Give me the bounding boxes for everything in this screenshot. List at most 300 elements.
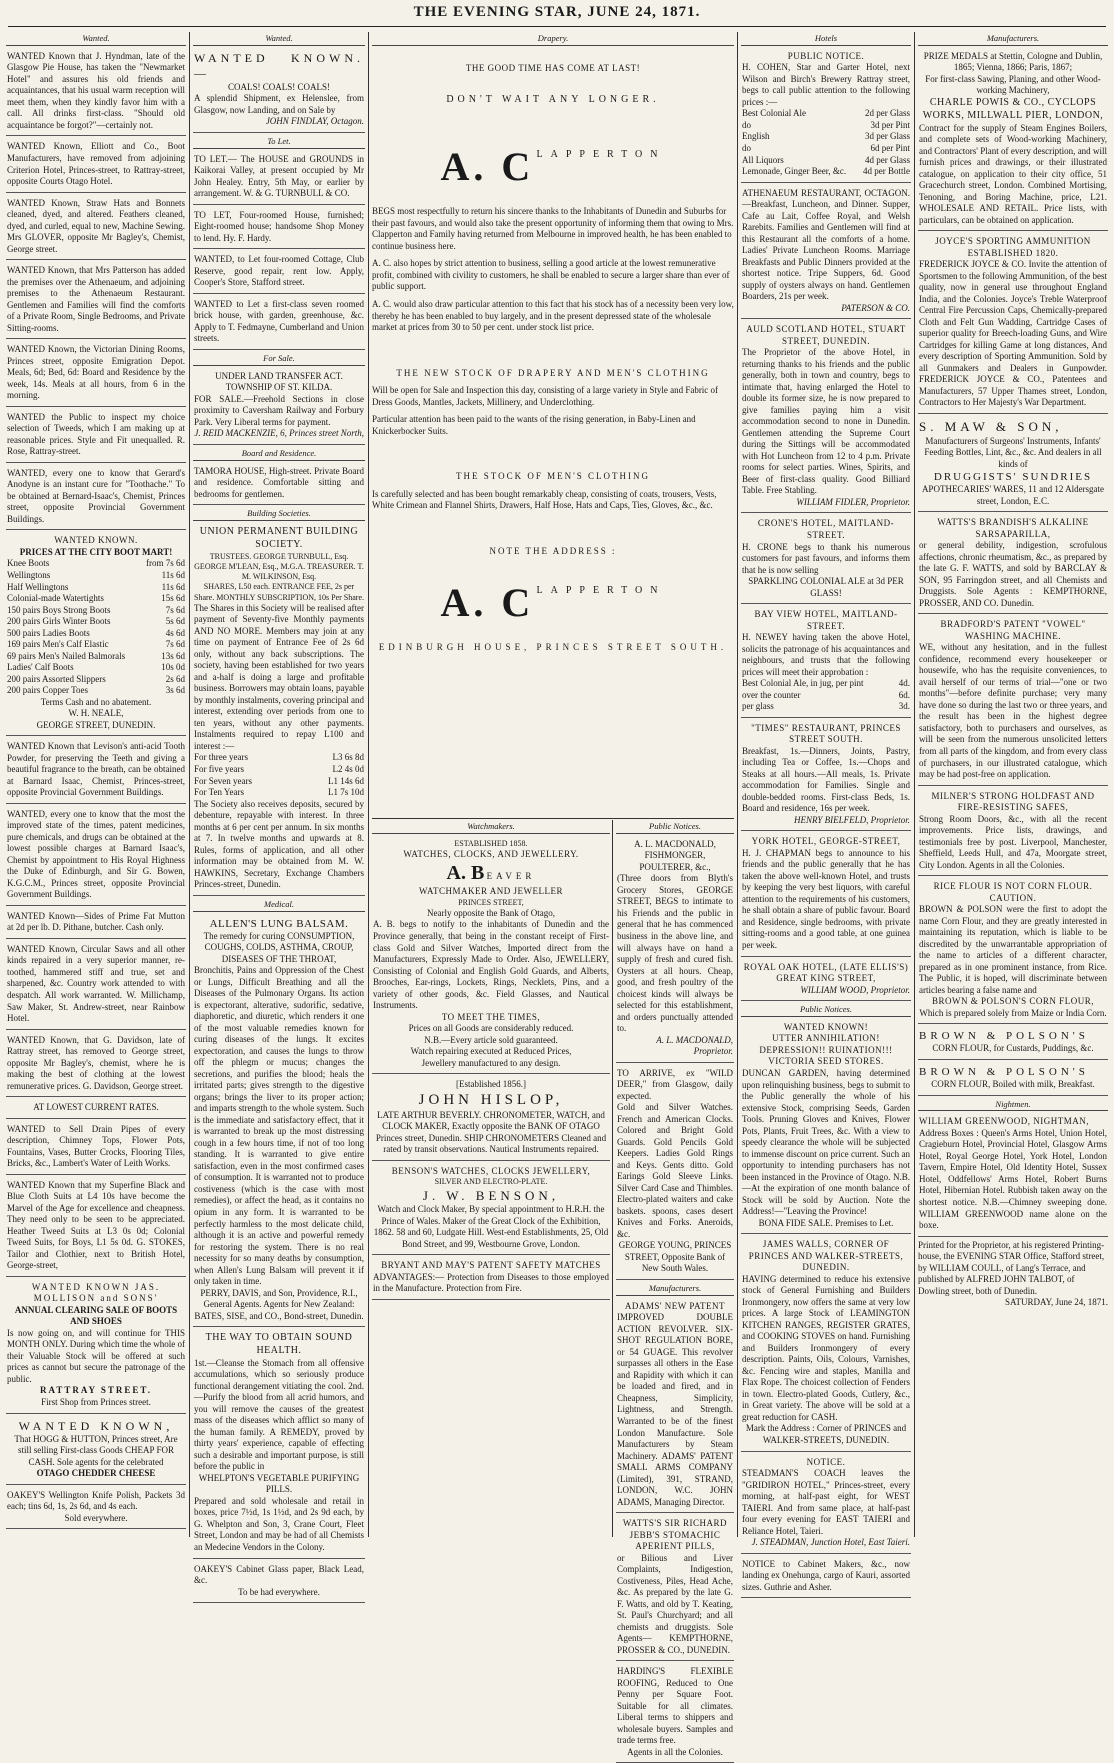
- ad-body: WANTED Known that Levison's anti-acid Tooth Powder, for preserving the Teeth and giving a beautiful fragrance to the breath, can be obtained at Barnard Isaac, Chemist, Princes-street, opposite Provincial Government Buildings.: [7, 741, 185, 798]
- row-value: L1 7s 10d: [328, 787, 364, 798]
- ad-body: H. NEWEY having taken the above Hotel, solicits the patronage of his acquaintances and neighbours, and trusts that the following prices will meet their approbation :: [742, 632, 910, 677]
- wanted-ad: [6, 942, 186, 1030]
- price-list: [742, 108, 910, 177]
- row-label: Lemonade, Ginger Beer, &c.: [742, 166, 847, 177]
- ad-body: The Proprietor of the above Hotel, in returning thanks to his friends and the public generally, both in town and country, begs to intimate that, having enlarged the Hotel to double its former size, he is now prepared to give families paying him a visit accommodation second to none in Dunedin. Gentlemen attending the Supreme Court during the Sittings will be accommodated with Hot Luncheon from 12 to 4 p.m. Private rooms for select parties. Wines, Spirits, and Beer of first-class quality. Good Billiard Table. Free Stabling.: [742, 347, 910, 496]
- price-row: [7, 593, 185, 605]
- row-value: 3d per Glass: [865, 131, 910, 142]
- ad-subtitle: DRUGGISTS' SUNDRIES: [933, 471, 1093, 484]
- powis-ad: [918, 49, 1108, 231]
- section-header: Nightmen.: [918, 1099, 1108, 1112]
- section-header: Wanted.: [193, 33, 365, 46]
- clapperton-name-2: [372, 577, 734, 628]
- row-value: 11s 6d: [161, 581, 185, 592]
- oakey-ad: [6, 1488, 186, 1530]
- wanted-ad: [6, 807, 186, 906]
- ad-signature: J. REID MACKENZIE, 6, Princes street North,: [194, 428, 364, 439]
- adams-ad: [616, 1299, 734, 1513]
- ad-title: WATTS'S SIR RICHARD JEBB'S STOMACHIC APERIENT PILLS,: [622, 1518, 728, 1552]
- allen-balsam-ad: [193, 915, 365, 1328]
- column-manufacturers: [918, 32, 1108, 1537]
- steadman-ad: [741, 1455, 911, 1554]
- row-label: 500 pairs Ladies Boots: [7, 627, 90, 638]
- ad-signature: WILLIAM FIDLER, Proprietor.: [796, 496, 910, 507]
- ad-body: WANTED, every one to know that the most the improved state of the times, patent medicines, pure chemicals, and drugs can be obtained at the lowest possible charges at Barnard Isaac's, Chemist by appointment to His Royal Highness the Duke of Edinburgh, and Sir G. Bowen, K.G.C.M., Princes street, opposite Provincial Government Buildings.: [7, 808, 185, 900]
- row-label: For Seven years: [194, 775, 252, 786]
- ad-title: CRONE'S HOTEL, MAITLAND-STREET.: [757, 518, 895, 540]
- watts-jebb-ad: [616, 1516, 734, 1661]
- wild-deer-ad: [616, 1066, 734, 1280]
- price-row: [7, 651, 185, 663]
- ad-title: JOHN HISLOP,: [418, 1091, 564, 1108]
- ad-product: WHELPTON'S VEGETABLE PURIFYING PILLS.: [198, 1472, 360, 1495]
- rate-list: [194, 752, 364, 798]
- ad-list: [193, 152, 365, 350]
- price-row: [7, 570, 185, 582]
- column-rule: [368, 32, 369, 1537]
- oakey-glass-ad: [193, 1562, 365, 1604]
- column-wanted: [6, 32, 186, 1537]
- price-row: [7, 639, 185, 651]
- row-label: over the counter: [742, 689, 801, 700]
- to-let-ad: [193, 252, 365, 294]
- beaver-ad: [372, 837, 610, 1074]
- brown-polson-ad: [918, 879, 1108, 1024]
- ad-signature: HENRY BIELFELD, Proprietor.: [793, 814, 910, 825]
- ad-title: ALLEN'S LUNG BALSAM.: [209, 917, 349, 930]
- ad-line: Which is prepared solely from Maize or India Corn.: [919, 1007, 1107, 1018]
- row-value: 7s 6d: [165, 639, 185, 650]
- drapery-subtitle: NOTE THE ADDRESS :: [489, 545, 617, 556]
- row-label: For five years: [194, 764, 244, 774]
- ad-line: COALS! COALS! COALS!: [227, 81, 330, 92]
- rate-row: [194, 752, 364, 764]
- ad-shares: SHARES, L50 each. ENTRANCE FEE, 2s per Share. MONTHLY SUBSCRIPTION, 10s Per Share.: [194, 582, 365, 602]
- ad-title: "TIMES" RESTAURANT, PRINCES STREET SOUTH.: [751, 722, 901, 745]
- ad-body: Watch and Clock Maker, By special appointment to H.R.H. the Prince of Wales. Maker of the Great Clock of the Exhibition, 1862. 58 and 60, Ludgate Hill. West-end Establishments, 25, Old Bond Street, and 99, Westbourne Grove, London.: [373, 1204, 609, 1249]
- price-row: [7, 605, 185, 617]
- ad-body: WE, without any hesitation, and in the fullest confidence, recommend every housekeeper or housewife, who has the requisite conveniences, to avail herself of our terms of trial—"one or two months"—before definite purchase; very many have done so during the last two or three years, and the result has been in the highest degree satisfactory, both to purchasers and ourselves, as will be seen from the numerous unsolicited letters from all parts of the kingdom, and from every class of purchasers, in our illustrated catalogue, which may be had post-free on application.: [919, 642, 1107, 780]
- drapery-address: EDINBURGH HOUSE, PRINCES STREET SOUTH.: [378, 642, 728, 653]
- james-walls-ad: [741, 1237, 911, 1451]
- row-label: Knee Boots: [7, 558, 50, 569]
- row-label: 169 pairs Men's Calf Elastic: [7, 639, 109, 650]
- ad-body: or Bilious and Liver Complaints, Indigestion, Costiveness, Piles, Head Ache, &c. As prepared by the late G. F. Watts, and old by T. Keating, St. Paul's Churchyard; and all chemists and druggists. Sole Agents— KEMPTHORNE, PROSSER & CO., DUNEDIN.: [617, 1552, 733, 1655]
- ad-body: WANTED Known that my Superfine Black and Blue Cloth Suits at L4 10s have become the Marvel of the Age for excellence and cheapness. They need only to be seen to be appreciated. Heather Tweed Suits at L3 0s 0d; Colonial Tweed Suits, for Boys, L1 5s 0d. G. STOKES, Tailor and Clothier, next to British Hotel, George-street,: [7, 1179, 185, 1271]
- ad-body: Is now going on, and will continue for THIS MONTH ONLY. During which time the whole of their Valuable Stock will be offered at such prices as cannot but secure the patronage of the public.: [7, 1327, 185, 1384]
- ad-title: A. L. MACDONALD, FISHMONGER, POULTERER, &c.,: [634, 838, 716, 872]
- ad-body: WANTED Known, that G. Davidson, late of Rattray street, has removed to George street, opposite Mr Bagley's, chemist, where he is making the best of clothing at the lowest remunerative prices. G. Davidson, George street.: [7, 1034, 185, 1091]
- st-kilda-ad: [193, 369, 365, 445]
- ad-body: WANTED Known that J. Hyndman, late of the Glasgow Pie House, has taken the "Newmarket Hotel" and assures his old friends and acquaintances, that his usual warm reception will meet them, when they kindly favor him with a call. All drinks first-class. "Should old acquaintance be forgot?"—certainly not.: [7, 50, 185, 130]
- ad-body: H. CRONE begs to thank his numerous customers for past favours, and informs them that he is now selling: [742, 541, 910, 575]
- price-row: [7, 674, 185, 686]
- row-label: Best Colonial Ale: [742, 108, 806, 119]
- to-let-ad: [193, 152, 365, 205]
- column-watchmakers: [372, 820, 610, 1537]
- imprint-date: SATURDAY, June 24, 1871.: [1004, 1297, 1108, 1308]
- top-rule: [8, 26, 1106, 27]
- section-header: Watchmakers.: [372, 821, 610, 834]
- ad-body: CORN FLOUR, Boiled with milk, Breakfast.: [931, 1079, 1095, 1089]
- row-value: 15s 6d: [161, 593, 185, 604]
- ad-street: PRINCES STREET,: [458, 897, 524, 907]
- ad-body: FREDERICK JOYCE & CO. Invite the attention of Sportsmen to the following Ammunition, of the best quality, now in general use throughout England India, and the Colonies. Joyce's Treble Waterproof Central Fire Percussion Caps, Chemically-prepared Cloth and Felt Gun Wadding, Cartridge Cases of superior quality for Breech-loading Guns, and Wire Cartridges for killing Game at long distances, And every description of Sporting Ammunition. Sold by all Gunmakers and Dealers in Gunpowder. FREDERICK JOYCE & CO., Patentees and Manufacturers, 57 Upper Thames street, London, Contractors to Her Majesty's War Department.: [919, 259, 1107, 408]
- to-let-ad: [193, 208, 365, 250]
- row-value: 3d.: [898, 701, 910, 712]
- price-row: [742, 166, 910, 178]
- york-hotel-ad: [741, 834, 911, 956]
- ad-body: That HOGG & HUTTON, Princes street, Are still selling First-class Goods CHEAP FOR CASH. Sole agents for the celebrated: [14, 1433, 178, 1467]
- ad-footer: APOTHECARIES' WARES, 11 and 12 Aldersgate street, London, E.C.: [921, 484, 1105, 506]
- column-to-let: [193, 32, 365, 1597]
- ad-title: BROWN & POLSON'S: [919, 1065, 1089, 1078]
- wanted-ad: [6, 49, 186, 137]
- ad-body: WANTED, to Let four-roomed Cottage, Club Reserve, good repair, rent low. Apply, Cooper's Store, Stafford street.: [194, 254, 364, 288]
- hogg-hutton-ad: [6, 1417, 186, 1485]
- ad-title: S. MAW & SON,: [919, 418, 1063, 434]
- name-rest: LAPPERTON: [536, 149, 666, 161]
- macdonald-ad: [616, 837, 734, 1063]
- ad-body: Gold and Silver Watches. French and American Clocks. Colored and Bright Gold Guards. Gold Pencils Gold Keepers. Ladies Gold Rings and Keys. Gents ditto. Gold Earings Gold Sleeve Links. Silver Card Case and Thimbles. Electro-plated waiters and cake baskets. spoons, cases desert Knives and Forks. Aneroids, &c.: [617, 1102, 733, 1239]
- ad-body: TAMORA HOUSE, High-street. Private Board and residence. Comfortable sitting and bedrooms for gentlemen.: [194, 465, 364, 499]
- row-value: 10s 0d: [161, 662, 185, 673]
- ad-body: 1st.—Cleanse the Stomach from all offensive accumulations, which so seriously produce functional derangement vitiating the cool. 2nd.—Purify the blood from all acrid humors, and you will remove the causes of the greatest mass of the diseases which afflict so many of the human family. A REMEDY, proved by thirty years' experience, capable of effecting such a desirable and important purpose, is still before the public in: [194, 1357, 364, 1472]
- ad-body: WANTED Known, the Victorian Dining Rooms, Princes street, opposite Emigration Depot. Meals, 6d; Bed, 6d: Board and Residence by the week, 14s. Meals at all hours, from 6 in the morning.: [7, 344, 185, 401]
- section-header: For Sale.: [193, 353, 365, 366]
- ad-footer: Sold everywhere.: [64, 1512, 128, 1523]
- row-label: For Ten Years: [194, 787, 244, 798]
- ad-opposite: Nearly opposite the Bank of Otago,: [427, 907, 555, 918]
- victoria-seed-ad: [741, 1020, 911, 1234]
- ad-body: TO LET, Four-roomed House, furnished; Eight-roomed house; handsome Shop Money to lend. Hy. F. Hardy.: [194, 209, 364, 243]
- ad-subtitle: UTTER ANNIHILATION! DEPRESSION!! RUINATION!!!: [759, 1033, 893, 1055]
- ad-body: HARDING'S FLEXIBLE ROOFING, Reduced to One Penny per Square Foot. Suitable for all climates. Liberal terms to shippers and wholesale buyers. Samples and trade terms free.: [617, 1666, 733, 1746]
- row-label: For three years: [194, 752, 248, 763]
- ad-body: LATE ARTHUR BEVERLY. CHRONOMETER, WATCH, and CLOCK MAKER, Exactly opposite the BANK OF OTAGO Princes street, Dunedin. SHIP CHRONOMETERS Cleaned and rated by transit observations. Nautical Instruments repaired.: [375, 1109, 607, 1155]
- ad-title: WANTED KNOWN!: [783, 1021, 869, 1032]
- column-rule: [737, 32, 738, 1537]
- column-public-notices: [616, 820, 734, 1757]
- ad-subtitle: VICTORIA SEED STORES.: [768, 1056, 884, 1067]
- drapery-paragraph: Will be open for Sale and Inspection this day, consisting of a large variety in Style and Fabric of Dress Goods, Mantles, Jackets, Millinery, and Underclothing.: [372, 385, 719, 407]
- ad-title: BENSON'S WATCHES, CLOCKS JEWELLERY,: [391, 1165, 591, 1176]
- row-value: 4d per Bottle: [863, 166, 910, 177]
- section-header: Medical.: [193, 899, 365, 912]
- ad-body: Contract for the supply of Steam Engines Boilers, and complete sets of Wood-working Machinery, and Contractors' Plant of every description, and will furnish prices and drawings, or their illustrated catalogue, on application to their city office, 51 Gracechurch street, London. Combined Mortising, Tenoning, and Boring Machine, price, L21. WHOLESALE AND RETAIL. Price lists, with particulars, can be obtained on application.: [919, 122, 1107, 225]
- name-rest: LAPPERTON: [536, 585, 666, 597]
- wanted-ad: [6, 909, 186, 939]
- section-header: Manufacturers.: [616, 1283, 734, 1296]
- ad-title: PRIZE MEDALS at Stettin, Cologne and Dublin, 1865; Vienna, 1866; Paris, 1867;: [923, 50, 1103, 73]
- row-value: 6d.: [898, 689, 910, 700]
- imprint-text: Printed for the Proprietor, at his registered Printing-house, the EVENING STAR Office, Stafford street, by WILLIAM COULL, of Lang's Terrace, and published by ALFRED JOHN TALBOT, of Dowling street, both of Dunedin.: [918, 1239, 1105, 1296]
- row-value: 3s 6d: [165, 685, 185, 696]
- ad-body: BROWN & POLSON were the first to adopt the name Corn Flour, and they are greatly interested in maintaining its reputation, which is liable to be discredited by the unwarrantable appropriation of the name to articles of a different character, prepared as in one prominent instance, from Rice. The Public, it is hoped, will discriminate between articles bearing a false name and: [919, 904, 1107, 995]
- wanted-ad: [6, 342, 186, 407]
- mollison-ad: [6, 1280, 186, 1414]
- ad-body: WANTED to Let a first-class seven roomed brick house, with garden, greenhouse, &c. Apply to T. Fedmayne, Cumberland and Union streets.: [194, 298, 364, 344]
- wanted-ad: [6, 410, 186, 463]
- drapery-subtitle: THE NEW STOCK OF DRAPERY AND MEN'S CLOTHING: [396, 367, 710, 378]
- column-rule: [189, 32, 190, 1537]
- section-header: To Let.: [193, 136, 365, 149]
- ad-title: THE WAY TO OBTAIN SOUND HEALTH.: [205, 1332, 353, 1356]
- row-label: 200 pairs Girls Winter Boots: [7, 616, 111, 627]
- ad-subtitle: CAUTION.: [989, 892, 1037, 903]
- price-row: [742, 678, 910, 690]
- boot-mart-ad: [6, 533, 186, 736]
- watts-sarsaparilla-ad: [918, 515, 1108, 614]
- ad-title: AULD SCOTLAND HOTEL, STUART STREET, DUNEDIN.: [746, 324, 906, 346]
- ad-body: HAVING determined to reduce his extensive stock of General Furnishing and Builders Ironmongery, now offers the same at very low prices. A large Stock of LEAMINGTON KITCHEN RANGES, REGISTER GRATES, and COOKING STOVES on hand. Furnishing and Builders Ironmongery of every description. Paints, Oils, Colours, Varnishes, &c. Fencing wire and staples, Manilla and Flax Rope. The choicest collection of Fenders in town. Electro-plated Goods, Cutlery, &c., in Great variety. The above will be sold at a great reduction for CASH.: [742, 1273, 910, 1422]
- ad-title: BROWN & POLSON'S: [919, 1030, 1089, 1043]
- ad-established: ESTABLISHED 1858.: [454, 838, 528, 848]
- ad-subtitle: ANNUAL CLEARING SALE OF BOOTS AND SHOES: [14, 1304, 178, 1327]
- name-initial: A. B: [446, 861, 485, 884]
- ad-body: IMPROVED DOUBLE ACTION REVOLVER. SIX-SHOT REGULATION BORE, or 54 GUAGE. This revolver surpasses all others in the Ease and Rapidity with which it can be loaded and fired, and in Cheapness, Simplicity, Lightness, and Strength. Warranted to be of the finest London Manufacture. Sole Manufacturers by Steam Machinery. ADAMS' PATENT SMALL ARMS COMPANY (Limited), 391, STRAND, LONDON, W.C. JOHN ADAMS, Managing Director.: [617, 1312, 733, 1507]
- row-value: L2 4s 0d: [332, 764, 364, 774]
- ad-trustees: TRUSTEES. GEORGE TURNBULL, Esq. GEORGE M'LEAN, Esq., M.G.A. TREASURER. T. M. WILKINSON, Esq.: [194, 551, 364, 582]
- ad-name: J. W. BENSON,: [422, 1187, 560, 1203]
- wanted-ad: [6, 739, 186, 804]
- section-header: Public Notices.: [741, 1004, 911, 1017]
- milner-ad: [918, 789, 1108, 877]
- ad-body: Prepared and sold wholesale and retail in boxes, price 7½d, 1s 1½d, and 2s 9d each, by G. Whelpton and Son, 3, Crane Court, Fleet Street, London and may be had of all Chemists an Medecine Vendors in the Colony.: [194, 1495, 364, 1552]
- sound-health-ad: [193, 1330, 365, 1558]
- row-value: 3d per Pint: [870, 119, 910, 130]
- row-value: L3 6s 8d: [332, 752, 364, 763]
- column-rule: [612, 820, 613, 1537]
- row-label: Wellingtons: [7, 569, 51, 580]
- drapery-paragraph: Is carefully selected and has been bought remarkably cheap, consisting of coats, trousers, Vests, White Crimean and Flannel Shirts, Drawers, Half Hose, Hats and Caps, Ties, Gloves, &c., &c.: [372, 488, 717, 511]
- ad-title: WANTED KNOWN.—: [194, 50, 364, 81]
- price-row: [742, 701, 910, 713]
- ad-line: SPARKLING COLONIAL ALE at 3d PER GLASS!: [748, 576, 904, 598]
- row-value: 6d per Pint: [870, 143, 910, 153]
- ad-body: For first-class Sawing, Planing, and other Wood-working Machinery,: [925, 73, 1101, 96]
- row-label: All Liquors: [742, 154, 784, 165]
- ad-title: WANTED KNOWN JAS. MOLLISON and SONS': [31, 1281, 161, 1304]
- ad-address: Mark the Address : Corner of PRINCES and WALKER-STREETS, DUNEDIN.: [745, 1423, 907, 1445]
- rate-row: [194, 764, 364, 776]
- price-row: [742, 108, 910, 120]
- ad-body: WANTED Known—Sides of Prime Fat Mutton at 2d per lb. D. Pithane, butcher. Cash only.: [7, 910, 185, 933]
- ad-address: RATTRAY STREET.: [39, 1385, 153, 1396]
- ad-body: FOR SALE.—Freehold Sections in close proximity to Caversham Railway and Forbury Park. Very Liberal terms for payment.: [194, 393, 364, 427]
- benson-ad: [372, 1164, 610, 1255]
- ad-signature: WILLIAM WOOD, Proprietor.: [800, 984, 910, 995]
- ad-title: BAY VIEW HOTEL, MAITLAND-STREET.: [754, 609, 898, 631]
- price-row: [742, 155, 910, 167]
- ad-body: H. COHEN, Star and Garter Hotel, next Wilson and Birch's Brewery Rattray street, begs to call public attention to the following prices :—: [742, 62, 910, 107]
- row-value: 13s 6d: [161, 650, 185, 661]
- row-label: Half Wellingtons: [7, 581, 69, 592]
- ad-title: UNION PERMANENT BUILDING SOCIETY.: [199, 526, 359, 550]
- row-label: Ladies' Calf Boots: [7, 662, 74, 673]
- ad-body: (Three doors from Blyth's Grocery Stores, GEORGE STREET, BEGS to intimate to his Friends and the public in general that he has commenced business in the above line, and will always have on hand a supply of fresh and cured fish. Oysters at all hours. Cheap, good, and fresh poultry of the choicest kinds will always be selected for this establishment, and orders punctually attended to.: [617, 873, 733, 1034]
- ad-body: WANTED, every one to know that Gerard's Anodyne is an instant cure for "Toothache." To be obtained at Bernard-Isaac's, Chemist, Princes street, opposite Provincial Government Buildings.: [7, 467, 185, 524]
- row-label: English: [742, 131, 770, 142]
- price-row: [7, 662, 185, 674]
- ad-body: H. J. CHAPMAN begs to announce to his friends and the public generally that he has taken the above well-known Hotel, and trusts by keeping the very best liquors, with careful attention to the requirements of his customers, he shall obtain a share of public favour. Board and Residence, single bedrooms, with private sitting-rooms and a good table, at one guinea per week.: [742, 847, 910, 950]
- row-value: 11s 6d: [161, 569, 185, 580]
- section-header: Manufacturers.: [918, 33, 1108, 46]
- ad-title: BRYANT AND MAY'S PATENT SAFETY MATCHES: [381, 1260, 601, 1271]
- wanted-ad: [6, 263, 186, 339]
- ad-subtitle: WATCHMAKER AND JEWELLER: [419, 886, 563, 897]
- drapery-paragraph: A. C. would also draw particular attention to this fact that his stock has of a necessity been very low, thereby he has been enabled to buy largely, and in the present depressed state of the wholesale market at prices from 30 to 50 per cent. under stock list price.: [372, 298, 734, 333]
- ad-body: WANTED Known, Straw Hats and Bonnets cleaned, dyed, and altered. Feathers cleaned, dyed, and curled, equal to new, Machine Sewing. Mrs GLOVER, opposite Mr Bagley's, Chemist, George street.: [7, 197, 185, 254]
- hislop-ad: [372, 1077, 610, 1161]
- beaver-name: [373, 861, 609, 887]
- ad-body: A. B. begs to notify to the inhabitants of Dunedin and the Province generally, that being in the constant receipt of First-class Gold and Silver Watches, Imported direct from the Manufacturers, Expressly Made to Order. Also, JEWELLERY, Consisting of Colonial and English Gold Guards, and Alberts, Brooches, Ear-rings, Lockets, Rings, Necklets, Pins, and a variety of other goods, &c. Field Glasses, and Nautical Instruments.: [373, 919, 609, 1011]
- drapery-line: THE GOOD TIME HAS COME AT LAST!: [465, 62, 641, 73]
- ad-subtitle: SILVER AND ELECTRO-PLATE.: [434, 1177, 548, 1187]
- ad-line: Jewellery manufactured to any design.: [421, 1057, 561, 1068]
- crone-ad: [741, 516, 911, 604]
- section-header: Drapery.: [372, 33, 734, 46]
- times-restaurant-ad: [741, 721, 911, 832]
- price-row: [742, 143, 910, 155]
- ad-body: Strong Room Doors, &c., with all the recent improvements. Price lists, drawings, and testimonials free by post. Liverpool, Manchester, Sheffield, Leeds Hull, and 47a, Moorgate street, City London. Agents in all the Colonies.: [919, 813, 1107, 870]
- wanted-ad: [6, 139, 186, 192]
- brown-polson-ad-2: [918, 1027, 1108, 1060]
- section-rule: [372, 818, 734, 819]
- clapperton-name: [372, 141, 734, 192]
- ad-title: NOTICE.: [806, 1456, 846, 1467]
- drapery-subtitle: THE STOCK OF MEN'S CLOTHING: [456, 471, 650, 482]
- ad-body: A splendid Shipment, ex Helenslee, from Glasgow, now Landing, and on Sale by: [194, 93, 364, 115]
- row-value: 5s 6d: [165, 616, 185, 627]
- ad-title: PUBLIC NOTICE.: [787, 50, 865, 61]
- ad-footer: To be had everywhere.: [238, 1586, 320, 1597]
- to-let-ad: [193, 297, 365, 350]
- ad-body: WANTED Known, that Mrs Patterson has added the premises over the Athenaeum, and adjoining premises to the Athenaeum Restaurant. Gentlemen and Families will find the comforts of a Private Room, Single Bedrooms, and Private Sitting-rooms.: [7, 265, 185, 333]
- imprint: [918, 1240, 1108, 1309]
- ad-body: The Shares in this Society will be realised after payment of Seventy-five Monthly payments AND NO MORE. Members may join at any time on payment of Entrance Fee of 2s 6d only, without any back subscriptions. The society, having been established for two years and a-half is doing a large and profitable business. Borrowers may obtain loans, payable by monthly instalments, covering principal and interest, extending over periods from one to ten years, without any other payments. Instalments required to repay L100 and interest :—: [194, 602, 364, 751]
- drapery-paragraph: BEGS most respectfully to return his sincere thanks to the Inhabitants of Dunedin and Suburbs for their past favours, and would also take the present opportunity of informing them that owing to Mrs. Clapperton and Family having returned from Melbourne in improved health, he has been enabled to continue business here.: [372, 206, 734, 251]
- ad-footer: Agents in all the Colonies.: [627, 1746, 723, 1757]
- price-row: [7, 558, 185, 570]
- ad-signature: JOHN FINDLAY, Octagon.: [265, 116, 364, 127]
- ad-body: or general debility, indigestion, scrofulous affections, chronic rheumatism, &c., as prepared by the late G. F. WATTS, and sold by BARCLAY & SON, 95 Farringdon street, and all Chemists and Druggists. Sole Agents : KEMPTHORNE, PROSSER, AND CO. Dunedin.: [919, 540, 1107, 608]
- ad-title: ROYAL OAK HOTEL, (LATE ELLIS'S) GREAT KING STREET,: [743, 961, 909, 984]
- wanted-ad: [6, 466, 186, 531]
- bradford-ad: [918, 617, 1108, 785]
- row-value: 4d per Glass: [865, 154, 910, 165]
- ad-body: DUNCAN GARDEN, having determined upon relinquishing business, begs to submit to the Public generally the whole of his extensive Stock, comprising Seeds, Garden Tools. Pruning Gloves and Knives, Flower Pots, Plants, Fruit Trees, &c. With a view to speedy clearance the whole will be subjected to immense discount on price current. Such an opportunity to intending purchasers has not been instanced in the Province of Otago. N.B.—At the expiration of one month balance of Stock will be sold by Auction. Note the Address!—"Leaving the Province!: [742, 1068, 910, 1217]
- ad-line: Prices on all Goods are considerably reduced.: [408, 1023, 574, 1034]
- ad-body: Address Boxes : Queen's Arms Hotel, Union Hotel, Cragieburn Hotel, Provincial Hotel, Glasgow Arms Hotel, Royal George Hotel, York Hotel, London Tavern, Empire Hotel, Old Identity Hotel, Sussex Hotel, Oddfellows' Arms Hotel, Robert Burns Hotel, Hibernian Hotel. Rubbish taken away on the shortest notice. N.B.—Chimney sweeping done. WILLIAM GREENWOOD name alone on the boxe.: [919, 1127, 1107, 1231]
- athenaeum-ad: [741, 186, 911, 320]
- name-rest: EAVER: [486, 870, 536, 881]
- wanted-ad: [6, 1178, 186, 1277]
- ad-signature: A. L. MACDONALD, Proprietor.: [656, 1034, 733, 1057]
- ad-title: JOYCE'S SPORTING AMMUNITION ESTABLISHED 1820.: [935, 236, 1091, 258]
- column-rule: [914, 32, 915, 1537]
- wanted-ad: [6, 1033, 186, 1098]
- ad-line: TO MEET THE TIMES,: [441, 1011, 541, 1022]
- ad-body: Bronchitis, Pains and Oppression of the Chest or Lungs, Difficult Breathing and all the Diseases of the Pulmonary Organs. Its action is expectorant, alterative, sudorific, sedative, diaphoretic, and diuretic, which renders it one of the most valuable remedies known for curing diseases of the lungs. It excites expectoration, and causes the lungs to throw off the phlegm or mucus; changes the secretions, and purifies the blood; heals the irritated parts; gives strength to the digestive organs; brings the liver to its proper action; and imparts strength to the whole system. Such is the immediate and satisfactory effect, that it is warranted to break up the most distressing cough in a few hours time, if not of too long standing. It is warranted to give entire satisfaction, even in the most confirmed cases of consumption. It is warranted not to produce costiveness (which is the case with most remedies), or affect the head, as it contains no opium in any form. It is warranted to be perfectly harmless to the most delicate child, although it is an active and powerful remedy for restoring the system. There is no real necessity for so many deaths by consumption, when Allen's Lung Balsam will prevent it if only taken in time.: [194, 965, 364, 1287]
- ad-body: CORN FLOUR, for Custards, Puddings, &c.: [932, 1043, 1094, 1054]
- ad-terms: Terms Cash and no abatement.: [40, 696, 152, 707]
- auld-scotland-ad: [741, 322, 911, 513]
- row-value: 2d per Glass: [865, 108, 910, 119]
- joyce-ad: [918, 234, 1108, 414]
- ad-body: OAKEY'S Cabinet Glass paper, Black Lead, &c.: [194, 1563, 364, 1586]
- ad-footer: OTAGO CHEDDER CHEESE: [36, 1468, 156, 1479]
- price-list: [742, 678, 910, 713]
- ad-body: ATHENAEUM RESTAURANT, OCTAGON.—Breakfast, Luncheon, and Dinner. Supper, Cafe au Lait, Coffee Royal, and Welsh Rarebits. Families and Gentlemen will find at this Restaurant all the comforts of a home. Ladies' Private Luncheon Rooms. Marriage Breakfasts and Public Dinners provided at the shortest notice. Tripe Suppers, 6d. Good supply of oysters always on hand. Gentlemen Boarders, 21s per week.: [742, 187, 910, 302]
- name-initial: A. C: [440, 580, 535, 626]
- name-initial: A. C: [440, 144, 535, 190]
- price-row: [7, 685, 185, 697]
- section-header: Building Societies.: [193, 508, 365, 521]
- ad-body: OAKEY'S Wellington Knife Polish, Packets 3d each; tins 6d, 1s, 2s 6d, and 4s each.: [7, 1489, 185, 1512]
- ad-list: [6, 739, 186, 1097]
- maw-ad: [918, 417, 1108, 512]
- row-label: Colonial-made Watertights: [7, 593, 104, 604]
- ad-body: NOTICE to Cabinet Makers, &c., now landing ex Onehunga, cargo of Kauri, assorted sizes. Guthrie and Asher.: [742, 1558, 910, 1592]
- row-label: Best Colonial Ale, in jug, per pint: [742, 678, 864, 689]
- royal-oak-ad: [741, 960, 911, 1002]
- ad-subtitle: The remedy for curing CONSUMPTION, COUGHS, COLDS, ASTHMA, CROUP, DISEASES OF THE THROAT,: [203, 930, 355, 964]
- rate-row: [194, 787, 364, 799]
- ad-body: WANTED Known, Circular Saws and all other kinds repaired in a very superior manner, re-toothed, hammered stiff and true, set and sharpened, &c. Country work attended to with despatch. All work warranted. W. Millichamp, Saw Maker, St. Andrew-street, near Rainbow Hotel.: [7, 943, 185, 1024]
- column-drapery: [372, 32, 734, 817]
- ad-body: ADVANTAGES:— Protection from Diseases to those employed in the Manufacture. Protection from Fire.: [373, 1271, 609, 1294]
- row-label: do: [742, 143, 751, 153]
- ad-body: WANTED the Public to inspect my choice selection of Tweeds, which I am making up at reasonable prices. Style and Fit unequalled. R. Rose, Rattray-street.: [7, 411, 185, 457]
- ad-title: RICE FLOUR IS NOT CORN FLOUR.: [933, 881, 1093, 892]
- ad-body: Manufacturers of Surgeons' Instruments, Infants' Feeding Bottles, Lint, &c., &c. And dealers in all kinds of: [924, 435, 1102, 469]
- ad-list: [6, 1122, 186, 1277]
- column-hotels: [741, 32, 911, 1592]
- price-list: [7, 558, 185, 696]
- ad-title: WANTED KNOWN.: [54, 535, 138, 546]
- wanted-ad: [6, 1122, 186, 1175]
- ad-title: MILNER'S STRONG HOLDFAST AND FIRE-RESISTING SAFES,: [931, 790, 1095, 813]
- ad-signature: GEORGE YOUNG, PRINCES STREET, Opposite Bank of New South Wales.: [618, 1240, 732, 1274]
- ad-subtitle: PRICES AT THE CITY BOOT MART!: [19, 546, 173, 557]
- row-label: per glass: [742, 701, 774, 712]
- row-value: 4d.: [898, 678, 910, 689]
- ad-subtitle: CHARLE POWIS & CO., CYCLOPS WORKS, MILLWALL PIER, LONDON,: [922, 96, 1104, 121]
- ad-signature: GEORGE STREET, DUNEDIN.: [36, 719, 156, 730]
- cohen-ad: [741, 49, 911, 183]
- row-label: 69 pairs Men's Nailed Balmorals: [7, 650, 126, 661]
- price-row: [7, 582, 185, 594]
- drapery-line: DON'T WAIT ANY LONGER.: [446, 94, 660, 106]
- bryant-may-ad: [372, 1258, 610, 1300]
- row-label: 200 pairs Copper Toes: [7, 685, 88, 696]
- row-value: 4s 6d: [165, 627, 185, 638]
- ad-title: WILLIAM GREENWOOD, NIGHTMAN,: [919, 1116, 1089, 1127]
- section-header: Public Notices.: [616, 821, 734, 834]
- wanted-ad: [6, 196, 186, 261]
- ad-title: WATCHES, CLOCKS, AND JEWELLERY.: [403, 849, 579, 860]
- row-label: 150 pairs Boys Strong Boots: [7, 604, 111, 615]
- section-header: Board and Residence.: [193, 448, 365, 461]
- drapery-paragraph: Particular attention has been paid to the wants of the rising generation, in Baby-Linen and Knickerbocker Suits.: [372, 414, 696, 436]
- tamora-ad: [193, 464, 365, 506]
- price-row: [7, 616, 185, 628]
- ad-signature: W. H. NEALE,: [68, 708, 124, 719]
- row-label: do: [742, 119, 751, 130]
- cabinet-makers-ad: [741, 1557, 911, 1599]
- price-row: [7, 628, 185, 640]
